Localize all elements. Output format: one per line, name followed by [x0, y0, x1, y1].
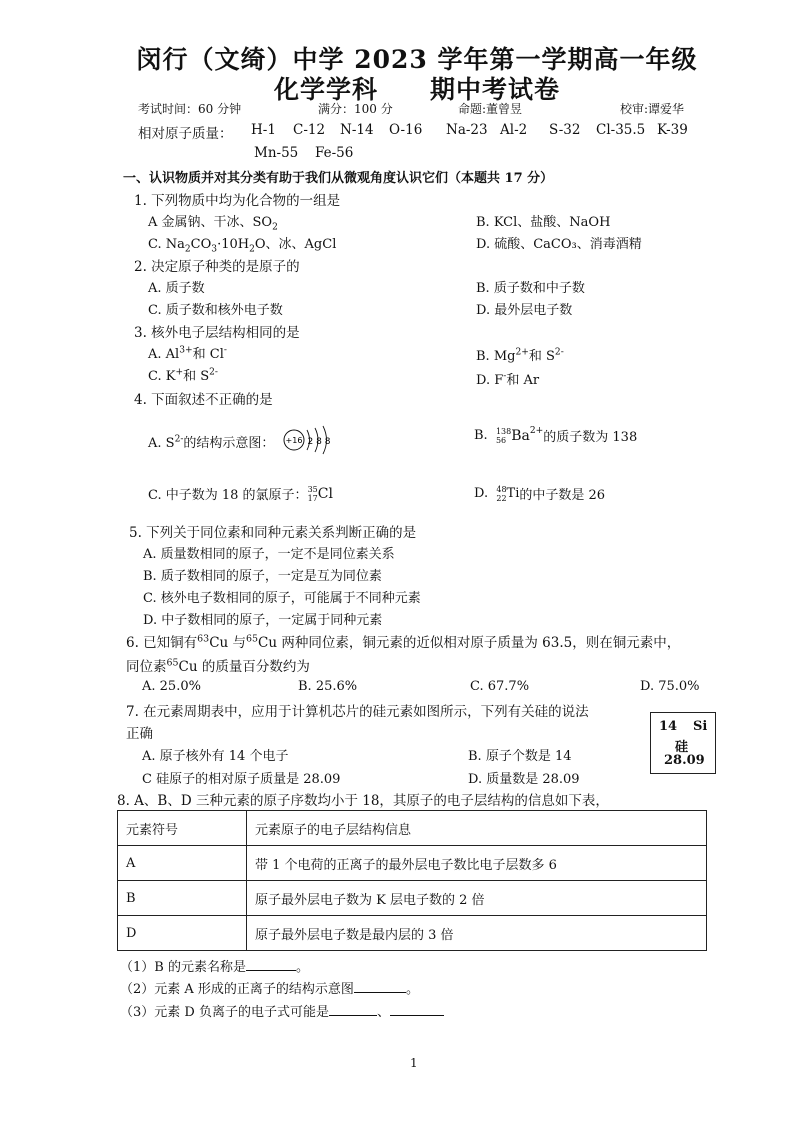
- atomic-mass-item: C-12: [293, 122, 326, 138]
- q6-option-b: B. 25.6%: [298, 679, 358, 694]
- table-cell: D: [118, 916, 247, 951]
- q6-option-d: D. 75.0%: [640, 679, 700, 694]
- q2-option-b: B. 质子数和中子数: [476, 281, 585, 296]
- q4-option-d: D. 48 22 Ti 的中子数是 26: [474, 484, 606, 503]
- q1-option-a: A 金属钠、干冰、$SO_2$: [148, 215, 278, 233]
- nucleus-charge: +16: [285, 436, 303, 445]
- question-6-stem-line2: 同位素$^{65}$Cu 的质量百分数约为: [126, 657, 310, 675]
- atomic-mass-item: Mn-55: [254, 145, 299, 161]
- question-3-stem: 3. 核外电子层结构相同的是: [134, 325, 300, 341]
- answer-blank[interactable]: [329, 1015, 377, 1016]
- silicon-element-card: [650, 712, 716, 774]
- sulfide-ion-structure-diagram: [282, 424, 342, 456]
- table-row: [118, 846, 707, 881]
- q2-option-c: C. 质子数和核外电子数: [148, 303, 283, 318]
- q5-option-b: B. 质子数相同的原子，一定是互为同位素: [143, 569, 382, 584]
- element-atomic-mass: 28.09: [664, 753, 705, 768]
- table-row: [118, 916, 707, 951]
- q1-option-c: C. $Na_2CO_3\cdot 10H_2O$、冰、AgCl: [148, 237, 337, 255]
- atomic-mass-item: Al-2: [500, 122, 528, 138]
- q8-subquestion-2: （2）元素 A 形成的正离子的结构示意图 。: [120, 982, 419, 997]
- atomic-mass-item: S-32: [549, 122, 581, 138]
- answer-blank[interactable]: [390, 1015, 444, 1016]
- q3-option-c: C. K+和 $S^{2-}$: [148, 367, 218, 384]
- atomic-mass-item: Cl-35.5: [596, 122, 646, 138]
- q4-option-c: C. 中子数为 18 的氯原子： 35 17 Cl: [148, 484, 333, 503]
- q2-option-a: A. 质子数: [148, 281, 205, 296]
- question-8-stem: 8. A、B、D 三种元素的原子序数均小于 18，其原子的电子层结构的信息如下表，: [117, 793, 609, 809]
- q8-subquestion-3: （3）元素 D 负离子的电子式可能是 、: [120, 1001, 444, 1020]
- exam-title-line1: 闵行（文绮）中学 2023 学年第一学期高一年级: [136, 45, 698, 74]
- q4-option-a: A. $S^{2-}$的结构示意图：: [148, 434, 275, 451]
- q2-option-d: D. 最外层电子数: [476, 303, 573, 318]
- q3-option-d: D. F-和 Ar: [476, 371, 540, 388]
- table-header-cell: 元素符号: [118, 811, 247, 846]
- question-7-stem-line1: 7. 在元素周期表中，应用于计算机芯片的硅元素如图所示，下列有关硅的说法: [126, 704, 589, 720]
- element-atomic-number: 14: [659, 719, 678, 734]
- q6-option-a: A. 25.0%: [142, 679, 201, 694]
- table-cell: 原子最外层电子数是最内层的 3 倍: [247, 916, 707, 951]
- page-number: 1: [410, 1056, 418, 1070]
- element-info-table: [117, 810, 707, 951]
- q4-option-b: B. 138 56 Ba $^{2+}$ 的质子数为 138: [474, 426, 638, 445]
- atomic-mass-label: 相对原子质量：: [138, 126, 233, 142]
- q7-option-c: C 硅原子的相对原子质量是 28.09: [142, 772, 341, 787]
- table-cell: 带 1 个电荷的正离子的最外层电子数比电子层数多 6: [247, 846, 707, 881]
- table-cell: B: [118, 881, 247, 916]
- atomic-mass-item: H-1: [251, 122, 276, 138]
- question-5-stem: 5. 下列关于同位素和同种元素关系判断正确的是: [129, 525, 417, 541]
- section-heading: 一、认识物质并对其分类有助于我们从微观角度认识它们（本题共 17 分）: [123, 171, 554, 186]
- atomic-mass-item: Fe-56: [315, 145, 354, 161]
- electron-shells: 2 8 8: [307, 437, 331, 447]
- full-score: 满分：100 分: [318, 102, 393, 116]
- q3-option-a: A. $Al^{3+}$和 Cl-: [148, 345, 227, 362]
- table-cell: A: [118, 846, 247, 881]
- question-2-stem: 2. 决定原子种类的是原子的: [134, 259, 300, 275]
- q5-option-a: A. 质量数相同的原子，一定不是同位素关系: [143, 547, 395, 562]
- atomic-mass-item: O-16: [389, 122, 423, 138]
- question-7-stem-line2: 正确: [126, 726, 153, 742]
- table-header-row: [118, 811, 707, 846]
- reviewer: 校审:谭爱华: [620, 102, 685, 116]
- atomic-mass-item: N-14: [340, 122, 374, 138]
- q5-option-d: D. 中子数相同的原子，一定属于同种元素: [143, 613, 383, 628]
- q3-option-b: B. $Mg^{2+}$和 $S^{2-}$: [476, 347, 564, 364]
- table-header-cell: 元素原子的电子层结构信息: [247, 811, 707, 846]
- author: 命题:董曾昱: [458, 102, 523, 116]
- q7-option-b: B. 原子个数是 14: [468, 749, 572, 764]
- atomic-mass-item: Na-23: [446, 122, 488, 138]
- exam-title-line2: 化学学科 期中考试卷: [273, 75, 560, 104]
- question-4-stem: 4. 下面叙述不正确的是: [134, 392, 273, 408]
- element-name: 硅: [675, 740, 689, 755]
- q1-option-b: B. KCl、盐酸、NaOH: [476, 215, 611, 230]
- q8-subquestion-1: （1）B 的元素名称是 。: [120, 960, 309, 975]
- element-symbol: Si: [693, 719, 708, 734]
- exam-time: 考试时间：60 分钟: [138, 102, 242, 116]
- question-1-stem: 1. 下列物质中均为化合物的一组是: [134, 193, 341, 209]
- q7-option-d: D. 质量数是 28.09: [468, 772, 580, 787]
- table-row: [118, 881, 707, 916]
- question-6-stem-line1: 6. 已知铜有$^{63}$Cu 与$^{65}$Cu 两种同位素，铜元素的近似相对原子质量为 63.5，则在铜元素中，: [126, 633, 681, 651]
- q5-option-c: C. 核外电子数相同的原子，可能属于不同种元素: [143, 591, 421, 606]
- atomic-mass-item: K-39: [657, 122, 688, 138]
- q1-option-d: D. 硫酸、CaCO₃、消毒酒精: [476, 237, 642, 252]
- answer-blank[interactable]: [354, 992, 406, 993]
- q6-option-c: C. 67.7%: [470, 679, 530, 694]
- table-cell: 原子最外层电子数为 K 层电子数的 2 倍: [247, 881, 707, 916]
- answer-blank[interactable]: [246, 970, 296, 971]
- q7-option-a: A. 原子核外有 14 个电子: [142, 749, 289, 764]
